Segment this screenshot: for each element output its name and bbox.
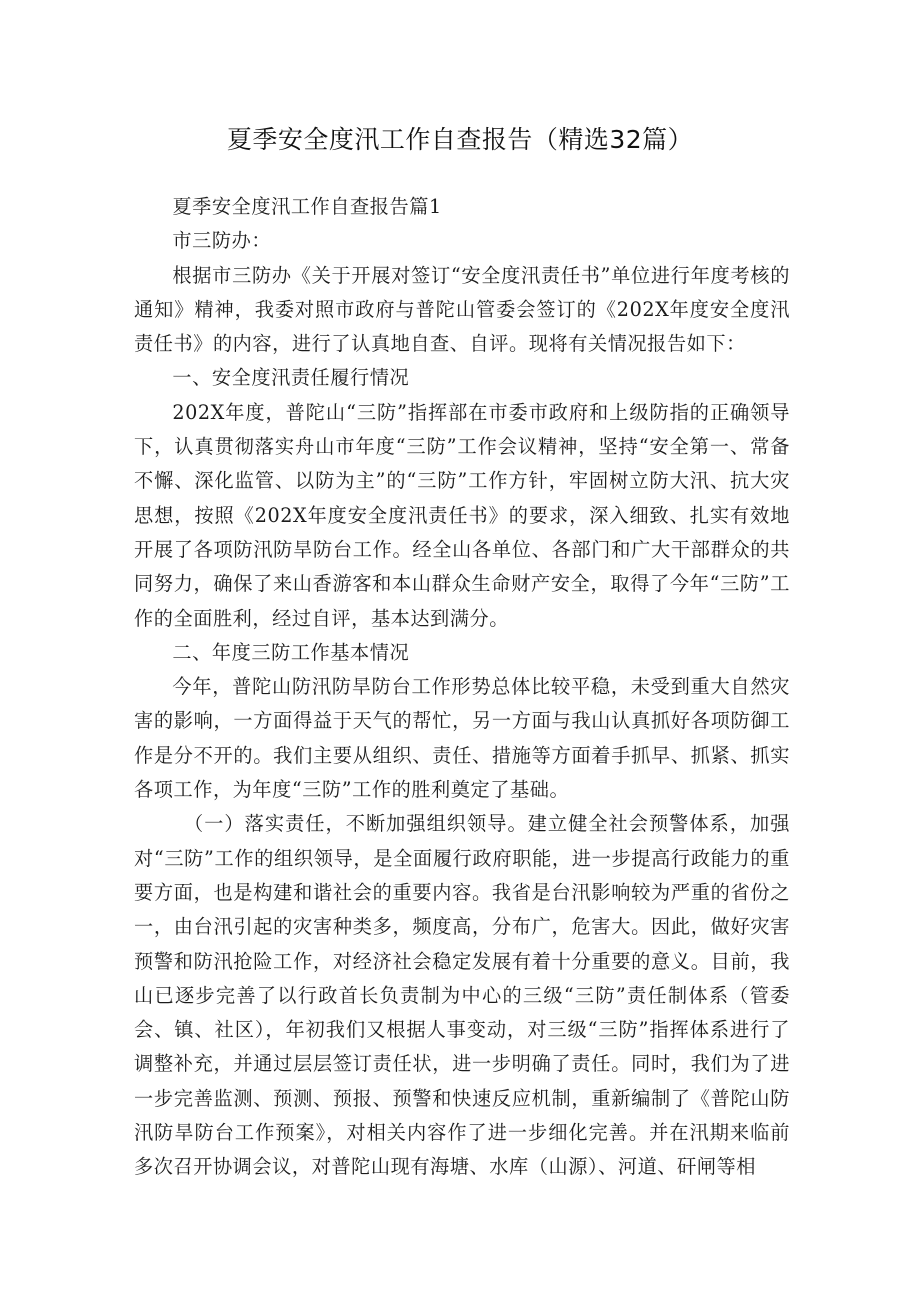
document-body — [134, 190, 790, 1185]
article-heading: 夏季安全度汛工作自查报告篇1 — [172, 195, 442, 218]
salutation: 市三防办： — [172, 229, 272, 253]
document-title: 夏季安全度汛工作自查报告（精选32篇） — [226, 125, 694, 154]
intro-paragraph: 根据市三防办《关于开展对签订“安全度汛责任书”单位进行年度考核的通知》精神，我委对照市政府与普陀山管委会签订的《202X年度安全度汛责任书》的内容，进行了认真地自查、自评。现将有关情况报告如下： — [134, 263, 790, 356]
section-heading-1: 一、安全度汛责任履行情况 — [172, 366, 410, 390]
section-1-paragraph: 202X年度，普陀山“三防”指挥部在市委市政府和上级防指的正确领导下，认真贯彻落实舟山市年度“三防”工作会议精神，坚持“安全第一、常备不懈、深化监管、以防为主”的“三防”工作方针，牢固树立防大汛、抗大灾思想，按照《202X年度安全度汛责任书》的要求，深入细致、扎实有效地开展了各项防汛防旱防台工作。经全山各单位、各部门和广大干部群众的共同努力，确保了来山香游客和本山群众生命财产安全，取得了今年“三防”工作的全面胜利，经过自评，基本达到满分。 — [134, 400, 790, 630]
section-heading-2: 二、年度三防工作基本情况 — [172, 640, 410, 664]
section-2-paragraph: 今年，普陀山防汛防旱防台工作形势总体比较平稳，未受到重大自然灾害的影响，一方面得益于天气的帮忙，另一方面与我山认真抓好各项防御工作是分不开的。我们主要从组织、责任、措施等方面着手抓早、抓紧、抓实各项工作，为年度“三防”工作的胜利奠定了基础。 — [134, 675, 790, 802]
subsection-1-paragraph: （一）落实责任，不断加强组织领导。建立健全社会预警体系，加强对“三防”工作的组织领导，是全面履行政府职能，进一步提高行政能力的重要方面，也是构建和谐社会的重要内容。我省是台汛影响较为严重的省份之一，由台汛引起的灾害种类多，频度高，分布广，危害大。因此，做好灾害预警和防汛抢险工作，对经济社会稳定发展有着十分重要的意义。目前，我山已逐步完善了以行政首长负责制为中心的三级“三防”责任制体系（管委会、镇、社区），年初我们又根据人事变动，对三级“三防”指挥体系进行了调整补充，并通过层层签订责任状，进一步明确了责任。同时，我们为了进一步完善监测、预测、预报、预警和快速反应机制，重新编制了《普陀山防汛防旱防台工作预案》，对相关内容作了进一步细化完善。并在汛期来临前多次召开协调会议，对普陀山现有海塘、水库（山源）、河道、矸闸等相 — [134, 812, 790, 1179]
